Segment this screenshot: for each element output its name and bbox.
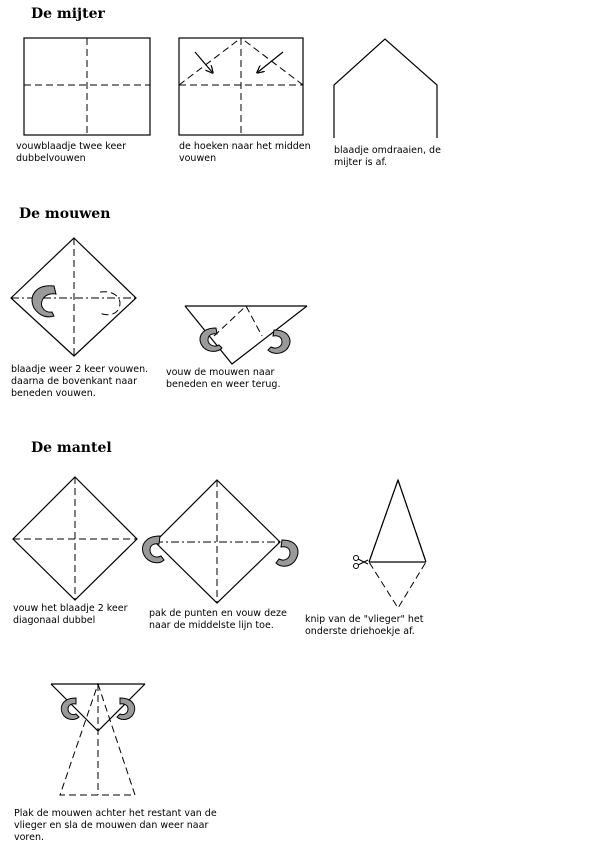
- caption-mantel-step1: [13, 603, 128, 627]
- mijter-step3-diagram: [334, 39, 437, 138]
- mouwen-step2-diagram: [185, 306, 307, 364]
- curved-arrow-icon: [276, 540, 298, 566]
- caption-line: blaadje omdraaien, de: [334, 145, 441, 156]
- scissors-icon: [354, 556, 369, 569]
- caption-mantel-step3: [305, 614, 423, 638]
- caption-mantel-step2: [149, 608, 287, 632]
- caption-mouwen-step2: [166, 367, 280, 391]
- mantel-step1-diagram: [13, 477, 137, 600]
- mantel-step2-diagram: [142, 480, 298, 603]
- mantel-step3-diagram: [354, 480, 427, 608]
- mouwen-step1-diagram: [11, 238, 136, 356]
- heading-mouwen: De mouwen: [19, 206, 111, 222]
- heading-mantel: De mantel: [31, 440, 112, 456]
- caption-final: [14, 808, 217, 844]
- caption-mijter-step2: [179, 141, 311, 165]
- caption-line: blaadje weer 2 keer vouwen.: [11, 364, 149, 375]
- caption-line: daarna de bovenkant naar: [11, 376, 137, 387]
- curved-arrow-icon: [142, 536, 164, 563]
- caption-line: onderste driehoekje af.: [305, 626, 415, 637]
- mijter-step1-diagram: [24, 38, 150, 135]
- heading-mijter: De mijter: [31, 6, 105, 22]
- final-assembly-diagram: [51, 684, 145, 795]
- caption-line: voren.: [14, 832, 45, 843]
- caption-line: vlieger en sla de mouwen dan weer naar: [14, 820, 209, 831]
- mijter-step2-diagram: [179, 38, 303, 135]
- caption-line: Plak de mouwen achter het restant van de: [14, 808, 217, 819]
- caption-line: dubbelvouwen: [16, 153, 86, 164]
- caption-line: beneden vouwen.: [11, 388, 96, 399]
- caption-mijter-step1: [16, 141, 126, 165]
- fold-arrow-icon: [258, 52, 283, 72]
- caption-line: diagonaal dubbel: [13, 615, 96, 626]
- caption-mijter-step3: [334, 145, 441, 169]
- caption-line: naar de middelste lijn toe.: [149, 620, 274, 631]
- caption-line: pak de punten en vouw deze: [149, 608, 287, 619]
- caption-line: de hoeken naar het midden: [179, 141, 311, 152]
- caption-line: vouwblaadje twee keer: [16, 141, 127, 152]
- caption-mouwen-step1: [11, 364, 148, 400]
- caption-line: vouw het blaadje 2 keer: [13, 603, 128, 614]
- caption-line: mijter is af.: [334, 157, 388, 168]
- curved-arrow-icon: [32, 286, 56, 317]
- caption-line: beneden en weer terug.: [166, 379, 281, 390]
- caption-line: knip van de "vlieger" het: [305, 614, 424, 625]
- caption-line: vouwen: [179, 153, 217, 164]
- curved-arrow-icon: [98, 292, 120, 315]
- caption-line: vouw de mouwen naar: [166, 367, 275, 378]
